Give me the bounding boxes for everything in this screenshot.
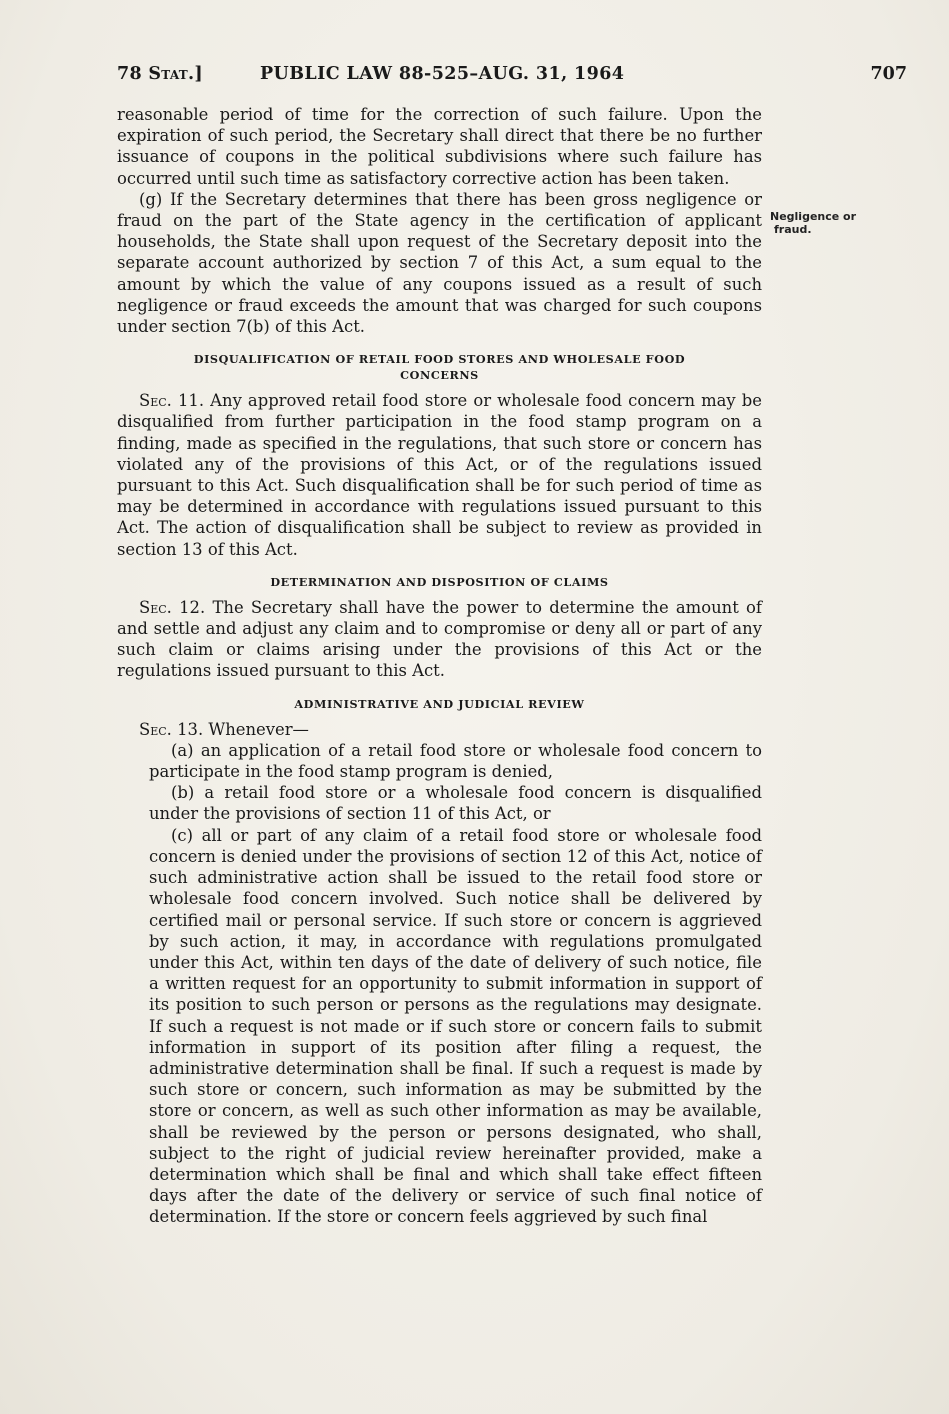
paragraph-continued: reasonable period of time for the correction of such failure. Upon the expiration of such period, the Secretary shall direct that there be no further issuance of coupons in the political subdivisions where such failure has occurred until such time as satisfactory corrective action has been taken. — [117, 105, 762, 188]
section-12-heading: DETERMINATION AND DISPOSITION OF CLAIMS — [270, 574, 609, 589]
section-13-intro-text: Whenever— — [208, 719, 309, 739]
section-11-label: Sec. 11. — [139, 391, 205, 411]
section-12-text — [117, 597, 762, 682]
section-12-body: The Secretary shall have the power to determine the amount of and settle and adjust any claim and to compromise or deny all or part of any such claim or claims arising under the provisions of this Act or the regulations issued pursuant to this Act. — [117, 597, 762, 681]
running-header — [117, 64, 907, 94]
section-11-body: Any approved retail food store or wholesale food concern may be disqualified from further participation in the food stamp program on a finding, made as specified in the regulations, that such store or concern has violated any of the provisions of this Act, or of the regulations issued pursuant to this Act. Such disqualification shall be for such period of time as may be determined in accordance with regulations issued pursuant to this Act. The action of disqualification shall be subject to review as provided in section 13 of this Act. — [117, 391, 762, 559]
section-13-item-b: (b) a retail food store or a wholesale food concern is disqualified under the provisions of section 11 of this Act, or — [149, 783, 762, 824]
marginal-note — [770, 210, 900, 236]
paragraph-g: (g) If the Secretary determines that there has been gross negligence or fraud on the part of the State agency in the certification of applicant households, the State shall upon request of the Secretary deposit into the separate account authorized by section 7 of this Act, a sum equal to the amount by which the value of any coupons issued as a result of such negligence or fraud exceeds the amount that was charged for such coupons under section 7(b) of this Act. — [117, 189, 762, 337]
volume-citation: 78 Stat.] — [117, 64, 204, 84]
law-title: PUBLIC LAW 88-525–AUG. 31, 1964 — [260, 64, 625, 84]
section-13-item-a: (a) an application of a retail food store or wholesale food concern to participate in the food stamp program is denied, — [149, 740, 762, 782]
section-11-heading-line2: CONCERNS — [400, 368, 479, 383]
page-number: 707 — [870, 64, 907, 84]
body-text — [117, 104, 762, 1228]
section-11-heading-line1: DISQUALIFICATION OF RETAIL FOOD STORES AND WHOLESALE FOOD — [193, 352, 686, 367]
section-12-label: Sec. 12. — [139, 597, 206, 617]
section-13-label: Sec. 13. — [139, 719, 204, 739]
section-11-text — [117, 390, 762, 560]
section-13-heading: ADMINISTRATIVE AND JUDICIAL REVIEW — [294, 696, 585, 711]
section-13-item-c: (c) all or part of any claim of a retail food store or wholesale food concern is denied under the provisions of section 12 of this Act, notice of such administrative action shall be issued to the retail food store or wholesale food concern involved. Such notice shall be delivered by certified mail or personal service. If such store or concern is aggrieved by such action, it may, in accordance with regulations promulgated under this Act, within ten days of the date of delivery of such notice, file a written request for an opportunity to submit information in support of its position to such person or persons as the regulations may designate. If such a request is not made or if such store or concern fails to submit information in support of its position after filing a request, the administrative determination shall be final. If such a request is made by such store or concern, such information as may be submitted by the store or concern, as well as such other information as may be available, shall be reviewed by the person or persons designated, who shall, subject to the right of judicial review hereinafter provided, make a determination which shall be final and which shall take effect fifteen days after the date of the delivery or service of such final notice of determination. If the store or concern feels aggrieved by such final — [149, 825, 762, 1227]
marginal-note-line1: Negligence or — [770, 210, 857, 223]
section-13-intro — [117, 719, 762, 740]
marginal-note-line2: fraud. — [774, 223, 812, 236]
section-11-heading — [117, 351, 762, 383]
